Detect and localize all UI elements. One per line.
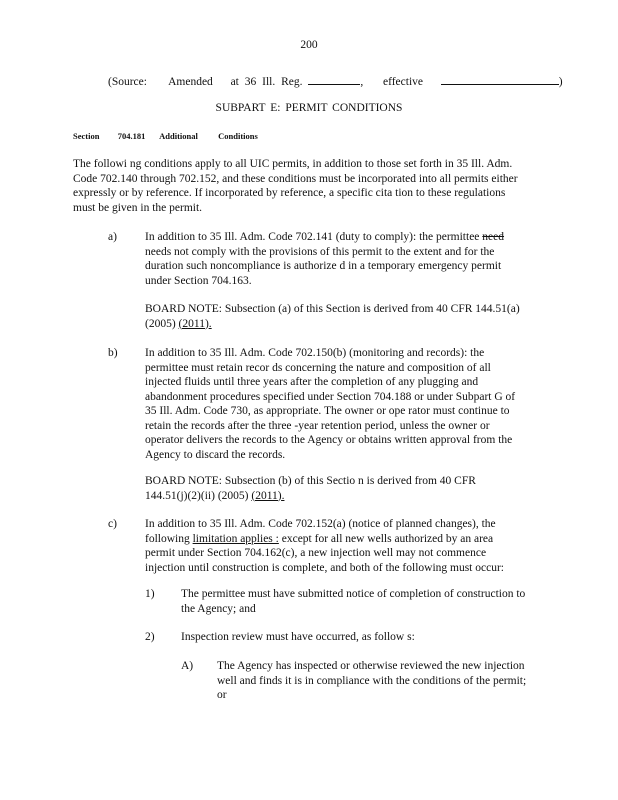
- effective-date-blank: [441, 73, 559, 85]
- item-a-line: In addition to 35 Ill. Adm. Code 702.141 (duty to comply): the permittee need: [145, 231, 505, 243]
- item-c-line: In addition to 35 Ill. Adm. Code 702.152(a) (notice of planned changes), the: [145, 518, 496, 530]
- board-note-line: BOARD NOTE: Subsection (a) of this Section is derived from 40 CFR 144.51(a): [145, 303, 520, 315]
- struck-text: need: [482, 231, 505, 243]
- board-note-line: BOARD NOTE: Subsection (b) of this Sectio n is derived from 40 CFR: [145, 475, 476, 487]
- source-label: (Source:: [108, 76, 147, 88]
- sub-a-body: [217, 659, 526, 703]
- item-b-line: 35 Ill. Adm. Code 730, as appropriate. The owner or ope rator must continue to: [145, 405, 510, 417]
- source-effective: effective: [382, 76, 423, 88]
- section-label: Section: [73, 131, 100, 141]
- section-heading: [73, 130, 258, 142]
- sub-a-line: or: [217, 689, 227, 701]
- item-c-line: injection until construction is complete, and both of the following must occur:: [145, 561, 504, 574]
- item-b-line: permittee must retain recor ds concerning the nature and composition of all: [145, 361, 491, 374]
- intro-line: must be given in the permit.: [73, 201, 203, 214]
- item-b-line: operator delivers the records to the Agency or obtains written approval from the: [145, 434, 513, 446]
- sub-1-line: The permittee must have submitted notice of completion of construction to: [181, 588, 526, 600]
- item-a-label: a): [108, 231, 117, 243]
- board-note-line: 144.51(j)(2)(ii) (2005) (2011).: [145, 489, 285, 502]
- item-a-body: [145, 230, 504, 288]
- item-b-line: abandonment procedures specified under Section 704.188 or under Subpart G of: [145, 390, 516, 403]
- amended-year: (2011): [251, 489, 282, 502]
- item-c-body: [145, 517, 504, 575]
- sub-1-label: 1): [145, 588, 155, 600]
- sub-2-body: Inspection review must have occurred, as follow s:: [181, 631, 415, 643]
- section-number: 704.181: [117, 131, 146, 141]
- sub-a-label: A): [181, 660, 194, 672]
- sub-2-label: 2): [145, 631, 155, 643]
- item-a-line: duration such noncompliance is authorize d in a temporary emergency permit: [145, 260, 502, 272]
- item-b-line: Agency to discard the records.: [145, 448, 286, 461]
- sub-a-line: The Agency has inspected or otherwise reviewed the new injection: [217, 660, 525, 672]
- item-c-label: c): [108, 518, 117, 530]
- item-a-board-note: [145, 302, 520, 331]
- item-a-line: under Section 704.163.: [145, 274, 252, 287]
- item-c-line: following limitation applies : except for all new wells authorized by an area: [145, 532, 494, 545]
- inserted-text: limitation applies :: [192, 532, 279, 545]
- intro-line: Code 702.140 through 702.152, and these conditions must be incorporated into all permits either: [73, 172, 518, 185]
- sub-1-body: [181, 587, 525, 616]
- item-b-line: injected fluids until three years after the completion of any plugging and: [145, 376, 479, 388]
- page-number: 200: [300, 39, 318, 51]
- board-note-line: (2005) (2011).: [145, 317, 212, 330]
- source-close: ): [558, 76, 563, 88]
- item-b-line: retain the records after the three -year retention period, unless the owner or: [145, 419, 490, 432]
- intro-line: expressly or by reference. If incorporated by reference, a specific cita tion to these regulations: [73, 187, 506, 199]
- intro-line: The followi ng conditions apply to all UIC permits, in addition to those set forth in 35 Ill. Adm.: [73, 158, 513, 170]
- source-line: [108, 73, 563, 90]
- intro-paragraph: [73, 157, 518, 215]
- amended-year: (2011): [178, 317, 209, 330]
- section-title-word-2: Conditions: [218, 131, 258, 141]
- source-register: at 36 Ill. Reg.: [230, 76, 303, 88]
- item-b-body: [145, 346, 515, 462]
- subpart-title: SUBPART E: PERMIT CONDITIONS: [215, 102, 403, 114]
- item-a-line: needs not comply with the provisions of this permit to the extent and for the: [145, 245, 495, 258]
- source-comma: ,: [360, 76, 364, 88]
- source-amended: Amended: [168, 76, 213, 88]
- sub-1-line: the Agency; and: [181, 602, 256, 615]
- item-b-board-note: [145, 474, 476, 503]
- register-blank: [308, 73, 360, 85]
- item-b-line: In addition to 35 Ill. Adm. Code 702.150(b) (monitoring and records): the: [145, 347, 485, 359]
- item-b-label: b): [108, 347, 118, 359]
- sub-a-line: well and finds it is in compliance with the conditions of the permit;: [217, 674, 527, 687]
- section-title-word-1: Additional: [159, 131, 198, 141]
- item-c-line: permit under Section 704.162(c), a new injection well may not commence: [145, 547, 487, 559]
